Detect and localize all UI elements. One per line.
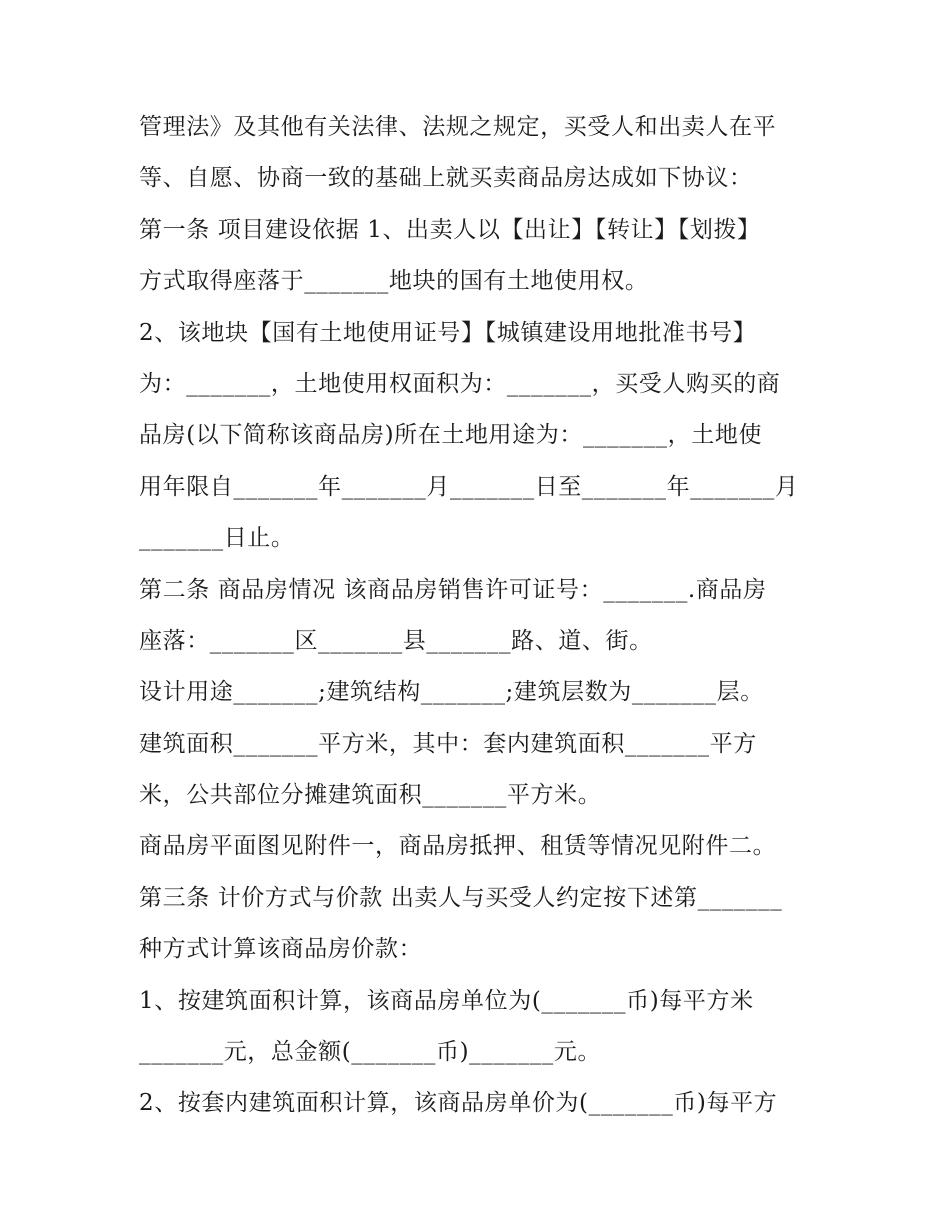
- text-line: 管理法》及其他有关法律、法规之规定，买受人和出卖人在平: [139, 114, 777, 140]
- article-2-heading-line: 第二条 商品房情况 该商品房销售许可证号：_______.商品房: [139, 576, 767, 603]
- text-line: 座落：_______区_______县_______路、道、街。: [139, 627, 653, 654]
- text-line: _______元，总金额(_______币)_______元。: [139, 1039, 602, 1066]
- text-line: 米，公共部位分摊建筑面积_______平方米。: [139, 782, 602, 809]
- text-line: 种方式计算该商品房价款：: [139, 936, 423, 963]
- text-line: 设计用途_______;建筑结构_______;建筑层数为_______层。: [139, 679, 764, 706]
- text-line: 为：_______，土地使用权面积为：_______，买受人购买的商: [139, 370, 781, 397]
- text-line: 商品房平面图见附件一，商品房抵押、租赁等情况见附件二。: [139, 833, 777, 860]
- article-1-heading-line: 第一条 项目建设依据 1、出卖人以【出让】【转让】【划拨】: [139, 216, 761, 243]
- text-line: 用年限自_______年_______月_______日至_______年_______月: [139, 473, 799, 500]
- text-line: 1、按建筑面积计算，该商品房单位为(_______币)每平方米: [139, 987, 754, 1014]
- text-line: 建筑面积_______平方米，其中：套内建筑面积_______平方: [139, 730, 757, 757]
- text-line: 方式取得座落于_______地块的国有土地使用权。: [139, 268, 649, 295]
- text-line: 等、自愿、协商一致的基础上就买卖商品房达成如下协议：: [139, 165, 753, 192]
- article-3-heading-line: 第三条 计价方式与价款 出卖人与买受人约定按下述第_______: [139, 884, 783, 911]
- text-line: 2、该地块【国有土地使用证号】【城镇建设用地批准书号】: [139, 319, 757, 346]
- text-line: 2、按套内建筑面积计算，该商品房单价为(_______币)每平方: [139, 1090, 778, 1117]
- document-body: [139, 102, 819, 1130]
- text-line: 品房(以下简称该商品房)所在土地用途为：_______，土地使: [139, 422, 763, 449]
- text-line: _______日止。: [139, 525, 295, 552]
